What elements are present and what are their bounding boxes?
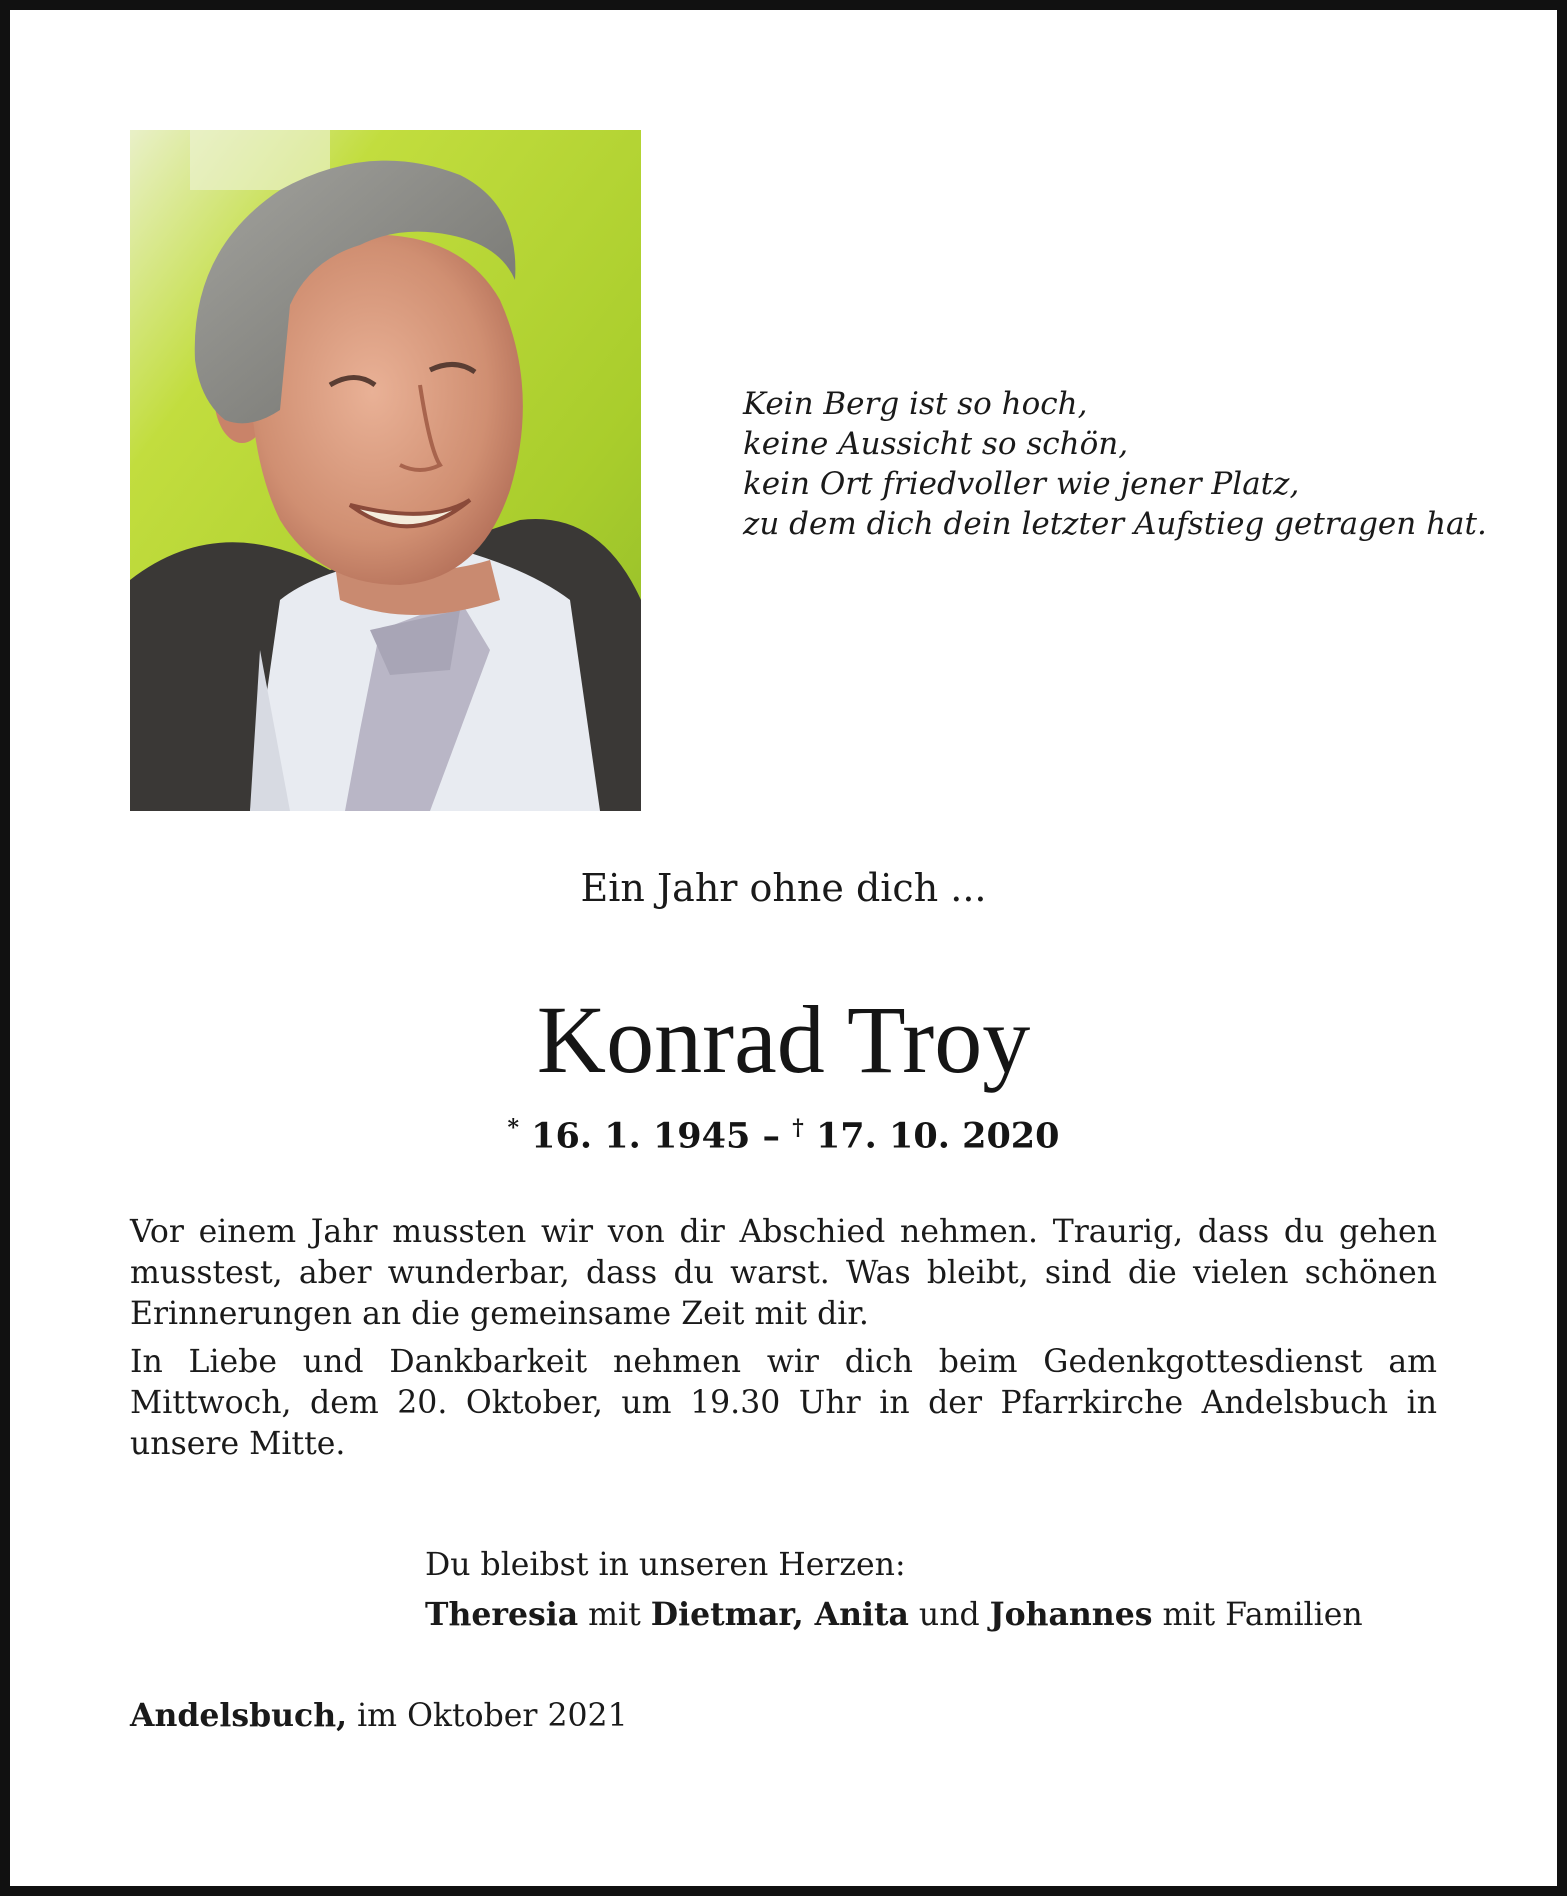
- mourner-name: Dietmar, Anita: [650, 1596, 909, 1633]
- poem-line: kein Ort friedvoller wie jener Platz,: [743, 466, 1300, 502]
- body-paragraph: In Liebe und Dankbarkeit nehmen wir dich beim Gedenkgottesdienst am Mittwoch, dem 20. Oktober, um 19.30 Uhr in der Pfarrkirche Andelsbuch in unsere Mitte.: [130, 1344, 1437, 1462]
- place-date: im Oktober 2021: [347, 1698, 628, 1734]
- poem-line: keine Aussicht so schön,: [743, 426, 1129, 462]
- poem-line: Kein Berg ist so hoch,: [743, 386, 1088, 422]
- mourner-name: Theresia: [425, 1596, 579, 1633]
- deceased-name: Konrad Troy: [536, 986, 1031, 1093]
- mourner-connector: und: [908, 1597, 990, 1633]
- life-dates: [0, 1115, 1567, 1157]
- death-date: 17. 10. 2020: [815, 1115, 1060, 1157]
- intro-line: Ein Jahr ohne dich ...: [580, 866, 987, 910]
- place-date-line: [130, 1697, 628, 1734]
- death-symbol: †: [792, 1115, 804, 1141]
- mourner-name: Johannes: [989, 1596, 1153, 1633]
- body-paragraph: Vor einem Jahr mussten wir von dir Abschied nehmen. Traurig, dass du gehen musstest, aber wunderbar, dass du warst. Was bleibt, sind die vielen schönen Erinnerungen an die gemeinsame Zeit mit dir.: [130, 1214, 1437, 1332]
- mourner-connector: mit: [578, 1597, 651, 1633]
- mourner-connector: mit Familien: [1152, 1597, 1363, 1633]
- poem-line: zu dem dich dein letzter Aufstieg getragen hat.: [743, 506, 1487, 542]
- date-separator: –: [750, 1115, 793, 1157]
- mourners-heading: Du bleibst in unseren Herzen:: [425, 1547, 906, 1583]
- birth-date: 16. 1. 1945: [531, 1115, 751, 1157]
- poem: [743, 384, 1487, 544]
- body-text: [130, 1212, 1437, 1472]
- mourners: [425, 1540, 1445, 1640]
- portrait-photo: [130, 130, 641, 811]
- mourners-names: [425, 1590, 1445, 1640]
- place-town: Andelsbuch,: [130, 1697, 348, 1734]
- birth-symbol: *: [507, 1115, 519, 1141]
